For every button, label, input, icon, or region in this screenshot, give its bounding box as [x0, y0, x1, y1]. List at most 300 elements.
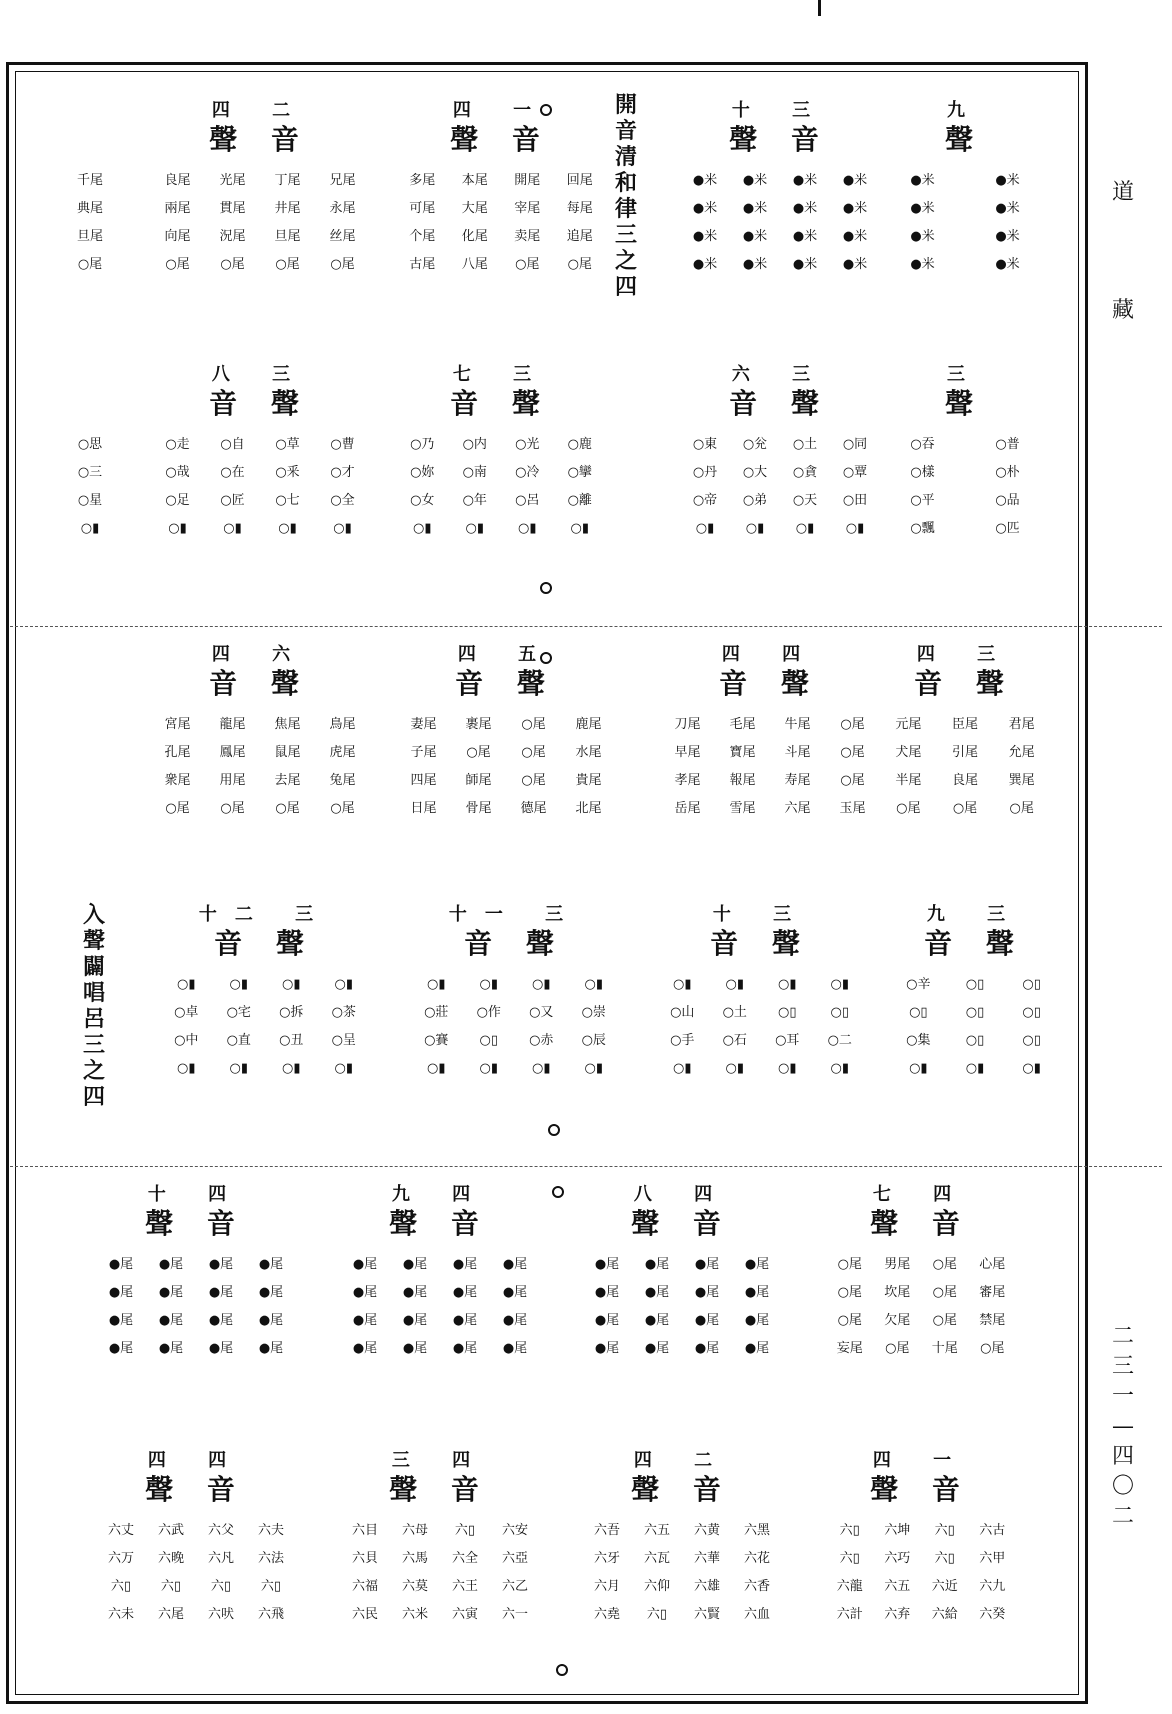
cell-grid: [340, 1254, 540, 1360]
table-cell: ●尾: [258, 1341, 284, 1356]
table-cell: ○▮: [532, 1061, 551, 1076]
cell-grid: [582, 1520, 782, 1626]
table-cell: 六尾: [784, 801, 811, 816]
cell-grid: [96, 1520, 296, 1626]
table-cell: ●尾: [258, 1285, 284, 1300]
cell-grid: [150, 170, 370, 276]
block-heading: 聲 音: [145, 1473, 247, 1506]
table-cell: 六牙: [593, 1551, 620, 1566]
table-cell: ○冷: [515, 465, 540, 480]
table-cell: 六▯: [934, 1523, 955, 1538]
table-cell: ●米: [995, 173, 1020, 188]
table-cell: ●米: [742, 257, 768, 272]
table-cell: ○哉: [165, 465, 190, 480]
table-cell: ●尾: [158, 1313, 184, 1328]
table-cell: 六全: [451, 1551, 478, 1566]
block-heading: 音 聲: [450, 387, 552, 420]
table-cell: ○▮: [278, 521, 297, 536]
table-cell: ○赤: [529, 1033, 554, 1048]
table-cell: 六龍: [836, 1579, 863, 1594]
table-cell: ●尾: [208, 1257, 234, 1272]
table-cell: ●米: [742, 173, 768, 188]
table-cell: ●尾: [744, 1313, 770, 1328]
table-cell: ○尾: [521, 745, 546, 760]
table-cell: ○▯: [778, 1005, 797, 1020]
table-cell: ○土: [722, 1005, 747, 1020]
circle-mark: [552, 1186, 564, 1198]
block-heading-top: 四 一: [452, 100, 550, 121]
table-cell: ○▮: [695, 521, 715, 536]
table-cell: 男尾: [884, 1257, 911, 1272]
table-cell: 斗尾: [784, 745, 811, 760]
table-cell: 六甲: [979, 1551, 1006, 1566]
table-cell: ○尾: [330, 801, 355, 816]
table-cell: 犬尾: [895, 745, 922, 760]
page-number-char: 一: [1112, 1384, 1135, 1409]
table-cell: ○光: [515, 437, 540, 452]
table-cell: 孔尾: [164, 745, 191, 760]
table-cell: ○▮: [778, 977, 797, 992]
table-cell: 龍尾: [219, 717, 246, 732]
block-heading-top: 十二 三: [198, 904, 332, 925]
table-cell: ○南: [462, 465, 487, 480]
table-cell: ○賽: [424, 1033, 449, 1048]
table-cell: ○尾: [840, 773, 865, 788]
table-cell: ●尾: [744, 1285, 770, 1300]
table-cell: ○同: [842, 437, 868, 452]
table-cell: 鹿尾: [575, 717, 602, 732]
table-cell: ○▮: [427, 977, 446, 992]
table-cell: 寿尾: [784, 773, 811, 788]
collection-char-2: 藏: [1112, 298, 1135, 323]
table-cell: ○▮: [479, 1061, 498, 1076]
cell-grid: [680, 170, 880, 276]
table-cell: ●尾: [644, 1313, 670, 1328]
table-cell: 六賢: [693, 1607, 720, 1622]
table-cell: ○拆: [279, 1005, 304, 1020]
block-heading-top: 九 三: [926, 904, 1024, 925]
table-cell: 六法: [257, 1551, 284, 1566]
table-cell: 回尾: [566, 173, 593, 188]
page-number-char: —: [1112, 1414, 1134, 1439]
table-cell: 六黄: [693, 1523, 720, 1538]
table-cell: 兩尾: [164, 201, 191, 216]
table-cell: ○草: [275, 437, 300, 452]
table-cell: 子尾: [410, 745, 437, 760]
table-cell: ○普: [995, 437, 1020, 452]
table-cell: ○才: [330, 465, 355, 480]
table-cell: 六晚: [157, 1551, 184, 1566]
block-heading-top: 四 六: [211, 644, 309, 665]
cell-grid: [60, 170, 120, 276]
table-cell: 六巧: [884, 1551, 911, 1566]
title-char: 呂: [82, 1006, 105, 1032]
table-cell: ○山: [670, 1005, 695, 1020]
table-cell: 貫尾: [219, 201, 246, 216]
table-cell: ○▮: [845, 521, 865, 536]
cell-grid: [880, 170, 1050, 276]
title-char: 四: [82, 1084, 105, 1110]
table-cell: 裹尾: [465, 717, 492, 732]
table-cell: ○手: [670, 1033, 695, 1048]
title-char: 闢: [82, 954, 105, 980]
table-cell: 骨尾: [465, 801, 492, 816]
cell-grid: [826, 1520, 1016, 1626]
table-cell: ○吞: [910, 437, 935, 452]
table-cell: ○▮: [168, 521, 187, 536]
block-heading: 音 聲: [214, 927, 316, 960]
table-cell: 玉尾: [839, 801, 866, 816]
table-cell: 六▯: [839, 1551, 860, 1566]
table-cell: ○卓: [174, 1005, 199, 1020]
table-cell: ●尾: [352, 1257, 378, 1272]
block-heading-top: 四 四: [721, 644, 819, 665]
table-cell: 六癸: [979, 1607, 1006, 1622]
table-cell: 千尾: [76, 173, 103, 188]
table-cell: ●尾: [108, 1257, 134, 1272]
block-heading-top: 三 四: [391, 1450, 489, 1471]
table-cell: ●尾: [502, 1257, 528, 1272]
table-cell: ●尾: [108, 1285, 134, 1300]
table-cell: ●米: [995, 229, 1020, 244]
table-cell: ○辛: [906, 977, 931, 992]
table-cell: ○尾: [885, 1341, 910, 1356]
table-cell: ●米: [692, 257, 718, 272]
table-cell: ○▮: [725, 1061, 744, 1076]
table-cell: ●尾: [352, 1341, 378, 1356]
table-cell: ○尾: [330, 257, 355, 272]
table-cell: ○年: [462, 493, 487, 508]
table-cell: ○匠: [220, 493, 245, 508]
table-cell: ○▯: [965, 977, 985, 992]
table-cell: ○土: [792, 437, 818, 452]
table-cell: ○尾: [837, 1313, 862, 1328]
title-char: 入: [82, 902, 105, 928]
block-heading: 聲 音: [389, 1473, 491, 1506]
table-cell: 六亞: [501, 1551, 528, 1566]
table-cell: ●尾: [452, 1285, 478, 1300]
page-number-char: 四: [1112, 1444, 1135, 1469]
section-title-vertical-2: [80, 902, 108, 1110]
cell-grid: [96, 1254, 296, 1360]
table-cell: 早尾: [674, 745, 701, 760]
table-cell: ○呂: [515, 493, 540, 508]
table-cell: 八尾: [461, 257, 488, 272]
table-cell: ○尾: [521, 773, 546, 788]
table-cell: ○▯: [479, 1033, 498, 1048]
table-cell: 兔尾: [329, 773, 356, 788]
table-cell: 良尾: [951, 773, 978, 788]
title-char: 開: [614, 92, 637, 118]
table-cell: 雪尾: [729, 801, 756, 816]
table-cell: ○尾: [932, 1257, 957, 1272]
table-cell: ●尾: [744, 1257, 770, 1272]
title-char: 三: [82, 1032, 105, 1058]
table-cell: ○石: [722, 1033, 747, 1048]
table-cell: ●米: [792, 173, 818, 188]
page-number: [1112, 1322, 1134, 1532]
table-cell: ○思: [77, 437, 103, 452]
table-cell: ○尾: [220, 257, 245, 272]
table-cell: ○▯: [909, 1005, 928, 1020]
table-cell: ○▮: [965, 1061, 985, 1076]
table-cell: ○▮: [334, 977, 353, 992]
table-cell: ○乃: [410, 437, 435, 452]
table-cell: ●尾: [694, 1257, 720, 1272]
table-cell: 旦尾: [76, 229, 103, 244]
table-cell: ●米: [842, 229, 868, 244]
table-cell: 坎尾: [884, 1285, 911, 1300]
title-char: 和: [614, 170, 637, 196]
table-cell: ●尾: [258, 1313, 284, 1328]
table-cell: 大尾: [461, 201, 488, 216]
table-cell: ○▮: [584, 1061, 603, 1076]
table-cell: 旦尾: [274, 229, 301, 244]
table-cell: ●尾: [158, 1257, 184, 1272]
table-cell: ●尾: [502, 1285, 528, 1300]
cell-grid: [660, 714, 880, 820]
title-char: 之: [614, 248, 637, 274]
table-cell: ○▮: [334, 1061, 353, 1076]
table-cell: 六堯: [593, 1607, 620, 1622]
table-cell: ○天: [792, 493, 818, 508]
block-heading: 聲 音: [870, 1473, 972, 1506]
title-char: 三: [614, 222, 637, 248]
table-cell: ●尾: [208, 1285, 234, 1300]
table-cell: ●尾: [594, 1257, 620, 1272]
table-cell: 君尾: [1008, 717, 1035, 732]
table-cell: ●尾: [402, 1341, 428, 1356]
table-cell: 日尾: [410, 801, 437, 816]
table-cell: 六飛: [257, 1607, 284, 1622]
table-cell: 六月: [593, 1579, 620, 1594]
table-cell: 丁尾: [274, 173, 301, 188]
block-heading-top: 九: [947, 100, 983, 121]
table-cell: ○丑: [279, 1033, 304, 1048]
table-cell: ●尾: [452, 1313, 478, 1328]
block-heading: 音 聲: [209, 387, 311, 420]
cell-grid: [410, 974, 620, 1080]
table-cell: ○尾: [165, 257, 190, 272]
table-cell: 六▯: [160, 1579, 182, 1594]
table-cell: ○尾: [896, 801, 921, 816]
cell-grid: [396, 170, 606, 276]
block-heading: 音 聲: [914, 667, 1016, 700]
table-cell: ○又: [529, 1005, 554, 1020]
table-cell: ○▮: [177, 977, 196, 992]
table-cell: ○貪: [792, 465, 818, 480]
block-heading-top: 四 三: [916, 644, 1014, 665]
table-cell: 化尾: [461, 229, 488, 244]
table-cell: 古尾: [409, 257, 436, 272]
table-cell: ○▮: [333, 521, 352, 536]
block-heading-top: 四 二: [211, 100, 309, 121]
table-cell: ○尾: [275, 257, 300, 272]
title-char: 清: [614, 144, 637, 170]
table-cell: 本尾: [461, 173, 488, 188]
table-cell: 心尾: [979, 1257, 1006, 1272]
table-cell: ○品: [995, 493, 1020, 508]
table-cell: ○鹿: [567, 437, 592, 452]
table-cell: ○尾: [275, 801, 300, 816]
table-cell: ○▮: [427, 1061, 446, 1076]
table-cell: ○▮: [282, 977, 301, 992]
table-cell: 六花: [743, 1551, 770, 1566]
table-cell: 宰尾: [514, 201, 541, 216]
table-cell: ○尾: [77, 257, 103, 272]
title-char: 唱: [82, 980, 105, 1006]
table-cell: ●米: [910, 173, 935, 188]
table-cell: ●尾: [594, 1285, 620, 1300]
table-cell: 六給: [931, 1607, 958, 1622]
table-cell: ○▮: [725, 977, 744, 992]
table-cell: ○尾: [220, 801, 245, 816]
block-heading-top: 十 三: [712, 904, 810, 925]
table-cell: ○尾: [521, 717, 546, 732]
table-cell: 个尾: [409, 229, 436, 244]
top-tick: [818, 0, 821, 16]
table-cell: ○朴: [995, 465, 1020, 480]
table-cell: ●尾: [694, 1341, 720, 1356]
block-heading-top: 九 四: [391, 1184, 489, 1205]
table-cell: ○全: [330, 493, 355, 508]
title-char: 之: [82, 1058, 105, 1084]
table-cell: ●米: [792, 229, 818, 244]
table-cell: ●尾: [644, 1257, 670, 1272]
collection-char-1: 道: [1112, 180, 1135, 205]
table-cell: ○東: [692, 437, 718, 452]
cell-grid: [396, 434, 606, 540]
table-cell: ○曹: [330, 437, 355, 452]
table-cell: 況尾: [219, 229, 246, 244]
table-cell: 井尾: [274, 201, 301, 216]
page-number-char: 三: [1112, 1354, 1135, 1379]
table-cell: ○尾: [515, 257, 540, 272]
table-cell: 典尾: [76, 201, 103, 216]
table-cell: ○弟: [742, 493, 768, 508]
block-heading-top: 六 三: [731, 364, 829, 385]
table-cell: ○尾: [165, 801, 190, 816]
block-heading-top: 十一 三: [448, 904, 582, 925]
table-cell: 兄尾: [329, 173, 356, 188]
table-cell: ○宅: [226, 1005, 251, 1020]
cell-grid: [880, 714, 1050, 820]
table-cell: ●米: [692, 173, 718, 188]
table-cell: 寶尾: [729, 745, 756, 760]
table-cell: ○尾: [980, 1341, 1005, 1356]
page-number-char: 〇: [1112, 1474, 1135, 1499]
table-cell: 六血: [743, 1607, 770, 1622]
table-cell: 向尾: [164, 229, 191, 244]
table-cell: 六寅: [451, 1607, 478, 1622]
table-cell: 巽尾: [1008, 773, 1035, 788]
table-cell: 六▯: [454, 1523, 476, 1538]
table-cell: 妄尾: [836, 1341, 863, 1356]
table-cell: ●米: [842, 201, 868, 216]
table-cell: 貴尾: [575, 773, 602, 788]
block-heading-top: 八 四: [633, 1184, 731, 1205]
table-cell: ○▮: [673, 1061, 692, 1076]
table-cell: 六母: [401, 1523, 428, 1538]
table-cell: 光尾: [219, 173, 246, 188]
table-cell: 六古: [979, 1523, 1006, 1538]
table-cell: 六尾: [157, 1607, 184, 1622]
table-cell: ○兊: [742, 437, 768, 452]
table-cell: 六万: [107, 1551, 134, 1566]
table-cell: ○二: [827, 1033, 852, 1048]
block-heading-top: 十 四: [147, 1184, 245, 1205]
cell-grid: [396, 714, 616, 820]
table-cell: 六坤: [884, 1523, 911, 1538]
table-cell: ○▮: [177, 1061, 196, 1076]
table-cell: 六丈: [107, 1523, 134, 1538]
cell-grid: [150, 714, 370, 820]
table-cell: 岳尾: [674, 801, 701, 816]
table-cell: ○大: [742, 465, 768, 480]
block-heading: 音 聲: [710, 927, 812, 960]
table-cell: ○女: [410, 493, 435, 508]
block-heading-top: 十 三: [731, 100, 829, 121]
table-cell: ○三: [77, 465, 103, 480]
table-cell: 六五: [884, 1579, 911, 1594]
table-cell: ●尾: [644, 1341, 670, 1356]
page-number-char: 二: [1112, 1504, 1135, 1529]
table-cell: 妻尾: [410, 717, 437, 732]
block-heading-top: 四 五: [457, 644, 555, 665]
table-cell: ○▮: [223, 521, 242, 536]
table-cell: 六吠: [207, 1607, 234, 1622]
table-cell: 六莫: [401, 1579, 428, 1594]
table-cell: 六近: [931, 1579, 958, 1594]
table-cell: ●尾: [258, 1257, 284, 1272]
table-cell: ●尾: [402, 1257, 428, 1272]
table-cell: ●米: [742, 229, 768, 244]
block-heading: 聲: [944, 123, 985, 156]
table-cell: ○足: [165, 493, 190, 508]
block-heading-top: 四 一: [872, 1450, 970, 1471]
table-cell: ●尾: [452, 1257, 478, 1272]
block-heading: 聲: [944, 387, 985, 420]
table-cell: ○尾: [567, 257, 592, 272]
table-cell: ○▯: [1022, 1005, 1041, 1020]
block-heading: 音 聲: [455, 667, 557, 700]
table-cell: ○妳: [410, 465, 435, 480]
table-cell: ●尾: [402, 1313, 428, 1328]
table-cell: ○内: [462, 437, 487, 452]
table-cell: ○▮: [229, 1061, 248, 1076]
collection-label: [1112, 182, 1134, 322]
table-cell: ○田: [842, 493, 868, 508]
block-heading: 聲 音: [145, 1207, 247, 1240]
table-cell: 六▯: [646, 1607, 668, 1622]
block-heading: 聲 音: [389, 1207, 491, 1240]
block-heading: 音 聲: [729, 387, 831, 420]
table-cell: 鳥尾: [329, 717, 356, 732]
block-heading-top: 八 三: [211, 364, 309, 385]
table-cell: ○在: [220, 465, 245, 480]
table-cell: ●米: [692, 201, 718, 216]
table-cell: ○莊: [424, 1005, 449, 1020]
table-cell: ○▯: [965, 1033, 985, 1048]
table-cell: 六▯: [210, 1579, 232, 1594]
table-cell: 卖尾: [514, 229, 541, 244]
cell-grid: [150, 434, 370, 540]
cell-grid: [60, 434, 120, 540]
table-cell: ○作: [476, 1005, 501, 1020]
cell-grid: [582, 1254, 782, 1360]
table-cell: ○▮: [80, 521, 100, 536]
table-cell: ○攣: [567, 465, 592, 480]
